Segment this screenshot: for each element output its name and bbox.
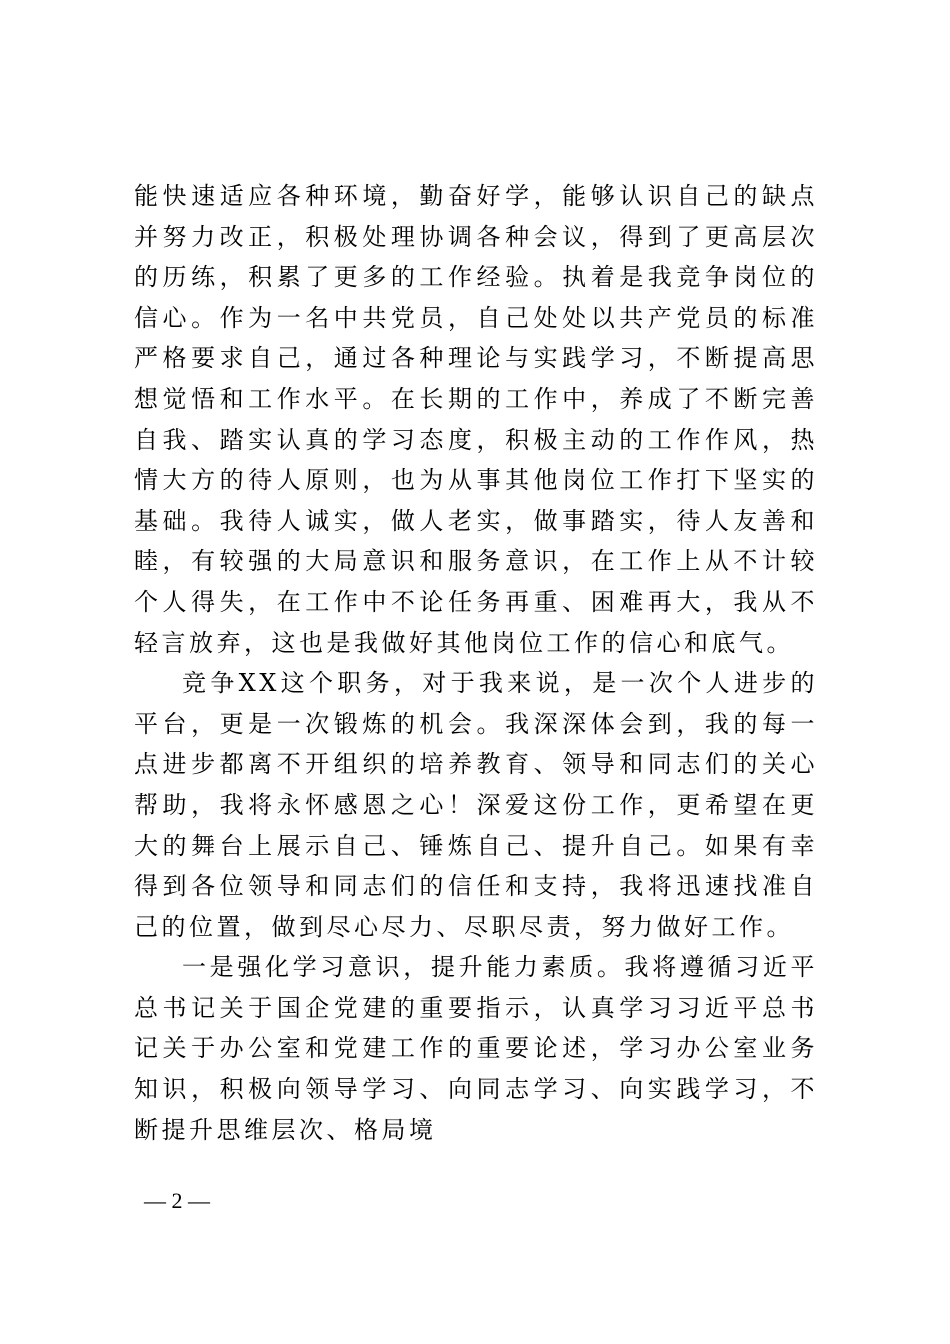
body-text: [134, 176, 818, 1150]
paragraph-3: 一是强化学习意识，提升能力素质。我将遵循习近平总书记关于国企党建的重要指示，认真学习习近平总书记关于办公室和党建工作的重要论述，学习办公室业务知识，积极向领导学习、向同志学习、向实践学习，不断提升思维层次、格局境: [134, 953, 818, 1144]
page-number: — 2 —: [144, 1188, 210, 1213]
paragraph-1: 能快速适应各种环境，勤奋好学，能够认识自己的缺点并努力改正，积极处理协调各种会议，得到了更高层次的历练，积累了更多的工作经验。执着是我竞争岗位的信心。作为一名中共党员，自己处处以共产党员的标准严格要求自己，通过各种理论与实践学习，不断提高思想觉悟和工作水平。在长期的工作中，养成了不断完善自我、踏实认真的学习态度，积极主动的工作作风，热情大方的待人原则，也为从事其他岗位工作打下坚实的基础。我待人诚实，做人老实，做事踏实，待人友善和睦，有较强的大局意识和服务意识，在工作上从不计较个人得失，在工作中不论任务再重、困难再大，我从不轻言放弃，这也是我做好其他岗位工作的信心和底气。: [134, 182, 818, 657]
paragraph-2: 竞争XX这个职务，对于我来说，是一次个人进步的平台，更是一次锻炼的机会。我深深体会到，我的每一点进步都离不开组织的培养教育、领导和同志们的关心帮助，我将永怀感恩之心！深爱这份工作，更希望在更大的舞台上展示自己、锤炼自己、提升自己。如果有幸得到各位领导和同志们的信任和支持，我将迅速找准自己的位置，做到尽心尽力、尽职尽责，努力做好工作。: [134, 669, 818, 941]
